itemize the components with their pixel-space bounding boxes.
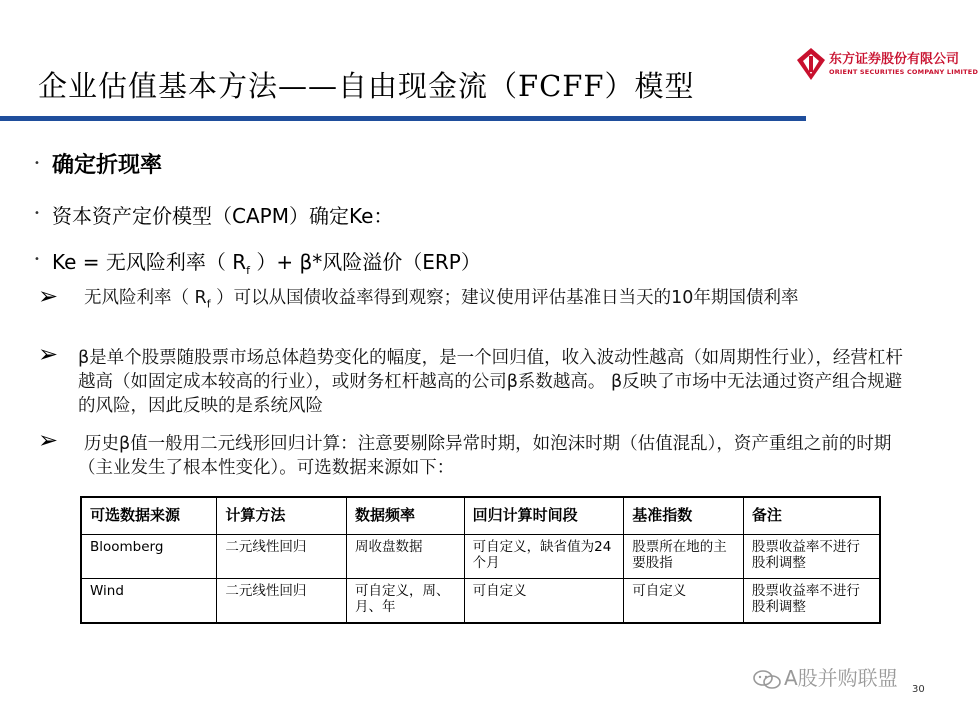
wechat-icon xyxy=(752,669,782,691)
table-row xyxy=(81,579,880,624)
company-logo xyxy=(795,44,978,86)
table-header-row xyxy=(81,497,880,535)
capm-line: 资本资产定价模型（CAPM）确定Ke： xyxy=(52,204,394,228)
table-header: 可选数据来源 xyxy=(81,497,217,535)
table-header: 基准指数 xyxy=(624,497,744,535)
table-cell: 可自定义 xyxy=(464,579,624,624)
table-cell: 股票收益率不进行股利调整 xyxy=(743,535,880,579)
watermark-text: A股并购联盟 xyxy=(784,666,898,690)
table-cell: Bloomberg xyxy=(81,535,217,579)
table-row xyxy=(81,535,880,579)
point-risk-free: 无风险利率（ $R_f$ ）可以从国债收益率得到观察；建议使用评估基准日当天的10年期国债利率 xyxy=(84,288,799,311)
table-cell: 周收盘数据 xyxy=(346,535,464,579)
table-cell: 可自定义，缺省值为24个月 xyxy=(464,535,624,579)
bullet-dot-icon: • xyxy=(34,158,40,169)
bullet-dot-icon: • xyxy=(34,254,40,265)
orient-logo-icon xyxy=(795,46,827,82)
bullet-dot-icon: • xyxy=(34,208,40,219)
data-source-table xyxy=(80,496,881,624)
arrow-bullet-icon: ➢ xyxy=(38,340,59,368)
arrow-bullet-icon: ➢ xyxy=(38,282,59,310)
title-underline xyxy=(0,116,806,121)
table-header: 备注 xyxy=(743,497,880,535)
page-title: 企业估值基本方法——自由现金流（FCFF）模型 xyxy=(38,69,695,103)
table-cell: 股票所在地的主要股指 xyxy=(624,535,744,579)
table-cell: 可自定义 xyxy=(624,579,744,624)
watermark xyxy=(752,662,898,691)
table-header: 计算方法 xyxy=(217,497,347,535)
arrow-bullet-icon: ➢ xyxy=(38,426,59,454)
point-beta: β是单个股票随股票市场总体趋势变化的幅度，是一个回归值，收入波动性越高（如周期性行业），经营杠杆越高（如固定成本较高的行业），或财务杠杆越高的公司β系数越高。 β反映了市场中无法通过资产组合规避的风险，因此反映的是系统风险 xyxy=(78,348,903,416)
table-cell: 二元线性回归 xyxy=(217,535,347,579)
logo-cn-text: 东方证券股份有限公司 xyxy=(829,52,960,67)
section-heading: 确定折现率 xyxy=(52,152,163,178)
table-cell: 可自定义，周、月、年 xyxy=(346,579,464,624)
table-cell: 二元线性回归 xyxy=(217,579,347,624)
table-cell: Wind xyxy=(81,579,217,624)
table-cell: 股票收益率不进行股利调整 xyxy=(743,579,880,624)
ke-formula: Ke = 无风险利率（ $R_f$ ）+ β*风险溢价（ERP） xyxy=(52,250,481,277)
logo-en-text: ORIENT SECURITIES COMPANY LIMITED xyxy=(829,68,978,76)
table-header: 回归计算时间段 xyxy=(464,497,624,535)
page-number: 30 xyxy=(912,684,925,695)
point-historical-beta: 历史β值一般用二元线形回归计算：注意要剔除异常时期，如泡沫时期（估值混乱），资产重组之前的时期（主业发生了根本性变化）。可选数据来源如下： xyxy=(78,434,892,478)
table-header: 数据频率 xyxy=(346,497,464,535)
